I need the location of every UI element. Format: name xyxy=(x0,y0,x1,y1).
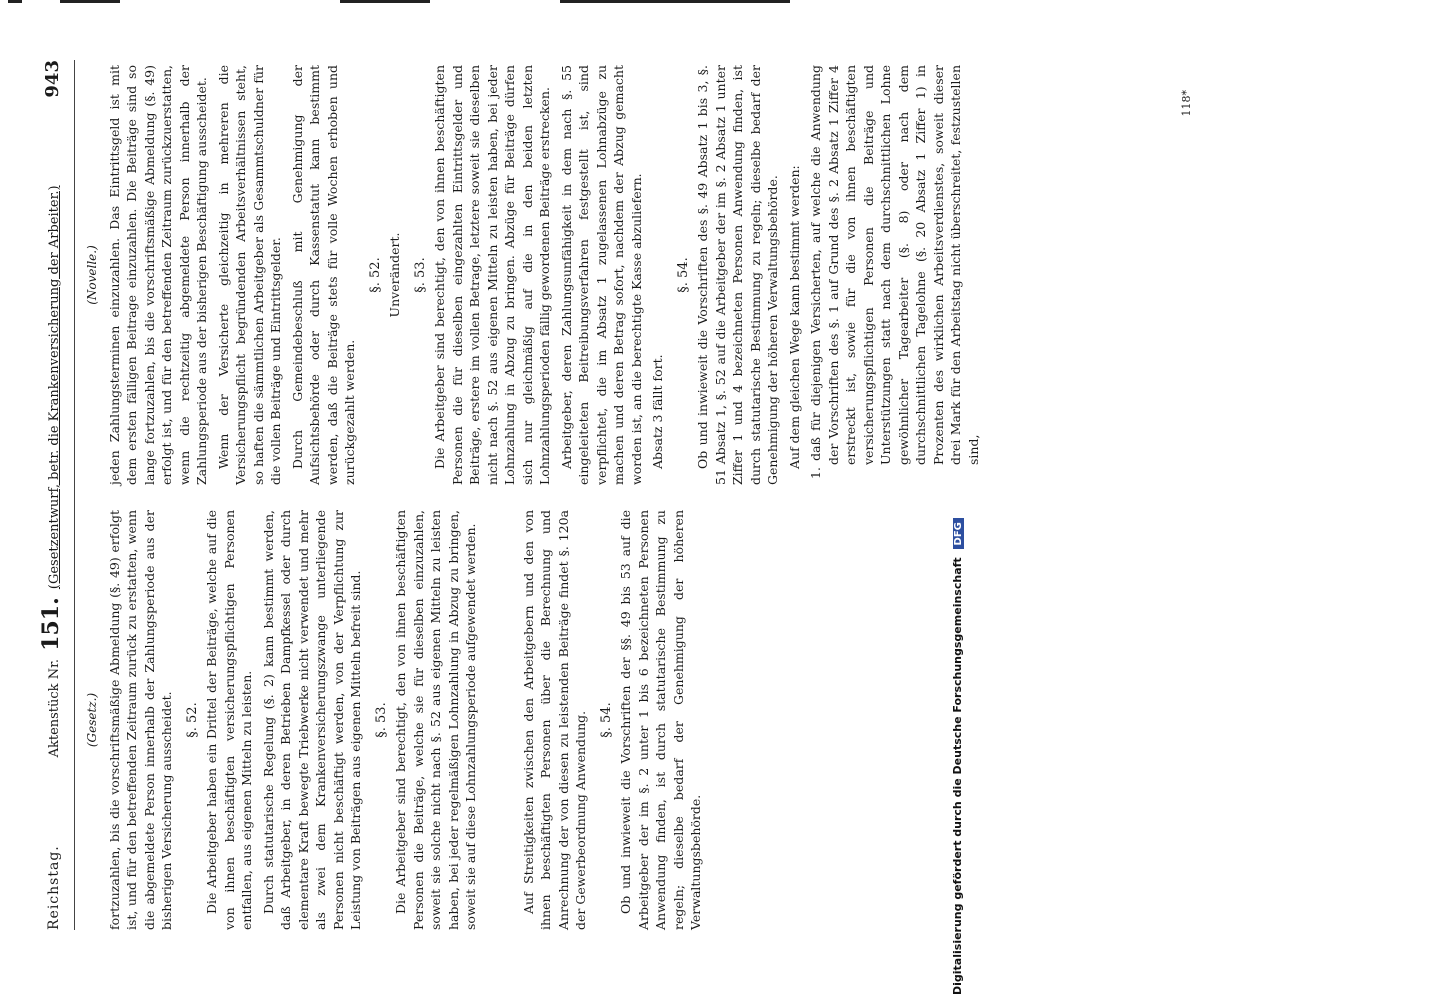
dfg-credit xyxy=(951,518,964,995)
header-aktenstueck-label: Aktenstück Nr. xyxy=(47,659,62,758)
section-heading: §. 54. xyxy=(598,702,614,738)
dfg-credit-text: Digitalisierung gefördert durch die Deutsche Forschungsgemeinschaft xyxy=(951,557,965,995)
right-column-tag: (Novelle.) xyxy=(85,245,99,305)
header-number: 151. xyxy=(38,597,64,651)
left-column xyxy=(84,510,709,930)
left-column-tag: (Gesetz.) xyxy=(85,692,99,748)
paragraph: Durch Gemeindebeschluß mit Genehmigung der Aufsichtsbehörde oder durch Kassenstatut kann bestimmt werden, daß die Beiträge stets für volle Wochen erhoben und zurückgezahlt werden. xyxy=(289,65,357,485)
paragraph: Ob und inwieweit die Vorschriften der §§. 49 bis 53 auf die Arbeitgeber der im §. 2 unter 1 bis 6 bezeichneten Personen Anwendung finden, ist durch statutarische Bestimmung zu regeln; dieselbe bedarf der Genehmigung der höheren Verwaltungsbehörde. xyxy=(618,510,703,930)
paragraph: Auf Streitigkeiten zwischen den Arbeitgebern und den von ihnen beschäftigten Personen über die Berechnung und Anrechnung der von diesen zu leistenden Beiträge findet §. 120a der Gewerbeordnung Anwendung. xyxy=(520,510,588,930)
page-header xyxy=(38,60,72,930)
paragraph: Die Arbeitgeber sind berechtigt, den von ihnen beschäftigten Personen die Beiträge, welche sie für dieselben einzuzahlen, soweit sie solche nicht nach §. 52 aus eigenen Mitteln zu leisten haben, bei jeder regelmäßigen Lohnzahlung in Abzug zu bringen, soweit sie auf diese Lohnzahlungsperiode aufgewendet werden. xyxy=(393,510,478,930)
list-item: 1. daß für diejenigen Versicherten, auf welche die Anwendung der Vorschriften des §. 1 auf Grund des §. 2 Absatz 1 Ziffer 4 erstreckt ist, sowie für die von ihnen beschäftigten versicherungspflichtigen Personen die Beiträge und Unterstützungen statt nach dem durchschnittlichen Lohne gewöhnlicher Tagearbeiter (§. 8) oder nach dem durchschnittlichen Tagelohne (§. 20 Absatz 1 Ziffer 1) in Prozenten des wirklichen Arbeitsverdienstes, soweit dieser drei Mark für den Arbeitstag nicht überschreitet, festzustellen sind, xyxy=(808,65,981,479)
section-unchanged-note: Unverändert. xyxy=(387,232,402,318)
page-number: 943 xyxy=(42,60,63,98)
section-heading: §. 53. xyxy=(412,257,428,293)
paragraph: Durch statutarische Regelung (§. 2) kann bestimmt werden, daß Arbeitgeber, in deren Betrieben Dampfkessel oder durch elementare Kraft bewegte Triebwerke nicht verwendet und mehr als zwei dem Krankenversicherungszwange unterliegende Personen nicht beschäftigt werden, von der Verpflichtung zur Leistung von Beiträgen aus eigenen Mitteln befreit sind. xyxy=(260,510,363,930)
section-heading: §. 52. xyxy=(367,257,383,293)
paragraph: Arbeitgeber, deren Zahlungsunfähigkeit in dem nach §. 55 eingeleiteten Beitreibungsverfahren festgestellt ist, sind verpflichtet, die im Absatz 1 zugelassenen Lohnabzüge zu machen und deren Betrag sofort, nachdem der Abzug gemacht worden ist, an die berechtigte Kasse abzuliefern. xyxy=(558,65,644,485)
paragraph: Wenn der Versicherte gleichzeitig in mehreren die Versicherungspflicht begründenden Arbeitsverhältnissen steht, so haften die sämmtlichen Arbeitgeber als Gesammtschuldner für die vollen Beiträge und Eintrittsgelder. xyxy=(215,65,283,485)
header-title: (Gesetzentwurf, betr. die Krankenversicherung der Arbeiter.) xyxy=(47,185,62,590)
paragraph: jeden Zahlungsterminen einzuzahlen. Das Eintrittsgeld ist mit dem ersten fälligen Beitrage einzuzahlen. Die Beiträge sind so lange fortzuzahlen, bis die vorschriftsmäßige Abmeldung (§. 49) erfolgt ist, und für den betreffenden Zeitraum zurückzuerstatten, wenn die rechtzeitig abgemeldete Person innerhalb der Zahlungsperiode aus der bisherigen Beschäftigung ausscheidet. xyxy=(106,65,209,485)
section-heading: §. 54. xyxy=(675,257,691,293)
section-heading: §. 53. xyxy=(373,702,389,738)
header-rule xyxy=(74,60,75,930)
header-reichstag: Reichstag. xyxy=(46,845,62,930)
paragraph: Auf dem gleichen Wege kann bestimmt werden: xyxy=(786,165,802,469)
right-column xyxy=(84,65,985,485)
paragraph: Ob und inwieweit die Vorschriften des §. 49 Absatz 1 bis 3, §. 51 Absatz 1, §. 52 auf die Arbeitgeber der im §. 2 Absatz 1 unter Ziffer 1 und 4 bezeichneten Personen Anwendung finden, ist durch statutarische Bestimmung zu regeln; dieselbe bedarf der Genehmigung der höheren Verwaltungsbehörde. xyxy=(695,65,780,485)
section-heading: §. 52. xyxy=(184,702,200,738)
paragraph: Die Arbeitgeber sind berechtigt, den von ihnen beschäftigten Personen die für dieselben eingezahlten Eintrittsgelder und Beiträge, erstere im vollen Betrage, letztere soweit sie dieselben nicht nach §. 52 aus eigenen Mitteln zu leisten haben, bei jeder Lohnzahlung in Abzug zu bringen. Abzüge für Beiträge dürfen sich nur gleichmäßig auf die in den beiden letzten Lohnzahlungsperioden fällig gewordenen Beiträge erstrecken. xyxy=(432,65,552,485)
paragraph: fortzuzahlen, bis die vorschriftsmäßige Abmeldung (§. 49) erfolgt ist, und für den betreffenden Zeitraum zurück zu erstatten, wenn die abgemeldete Person innerhalb der Zahlungsperiode aus der bisherigen Versicherung ausscheidet. xyxy=(106,510,174,930)
header-aktenstueck xyxy=(38,185,64,757)
paragraph: Absatz 3 fällt fort. xyxy=(650,354,665,469)
dfg-logo: DFG xyxy=(953,518,964,549)
signature-mark: 118* xyxy=(1180,90,1193,117)
paragraph: Die Arbeitgeber haben ein Drittel der Beiträge, welche auf die von ihnen beschäftigten versicherungspflichtigen Personen entfallen, aus eigenen Mitteln zu leisten. xyxy=(204,510,254,930)
